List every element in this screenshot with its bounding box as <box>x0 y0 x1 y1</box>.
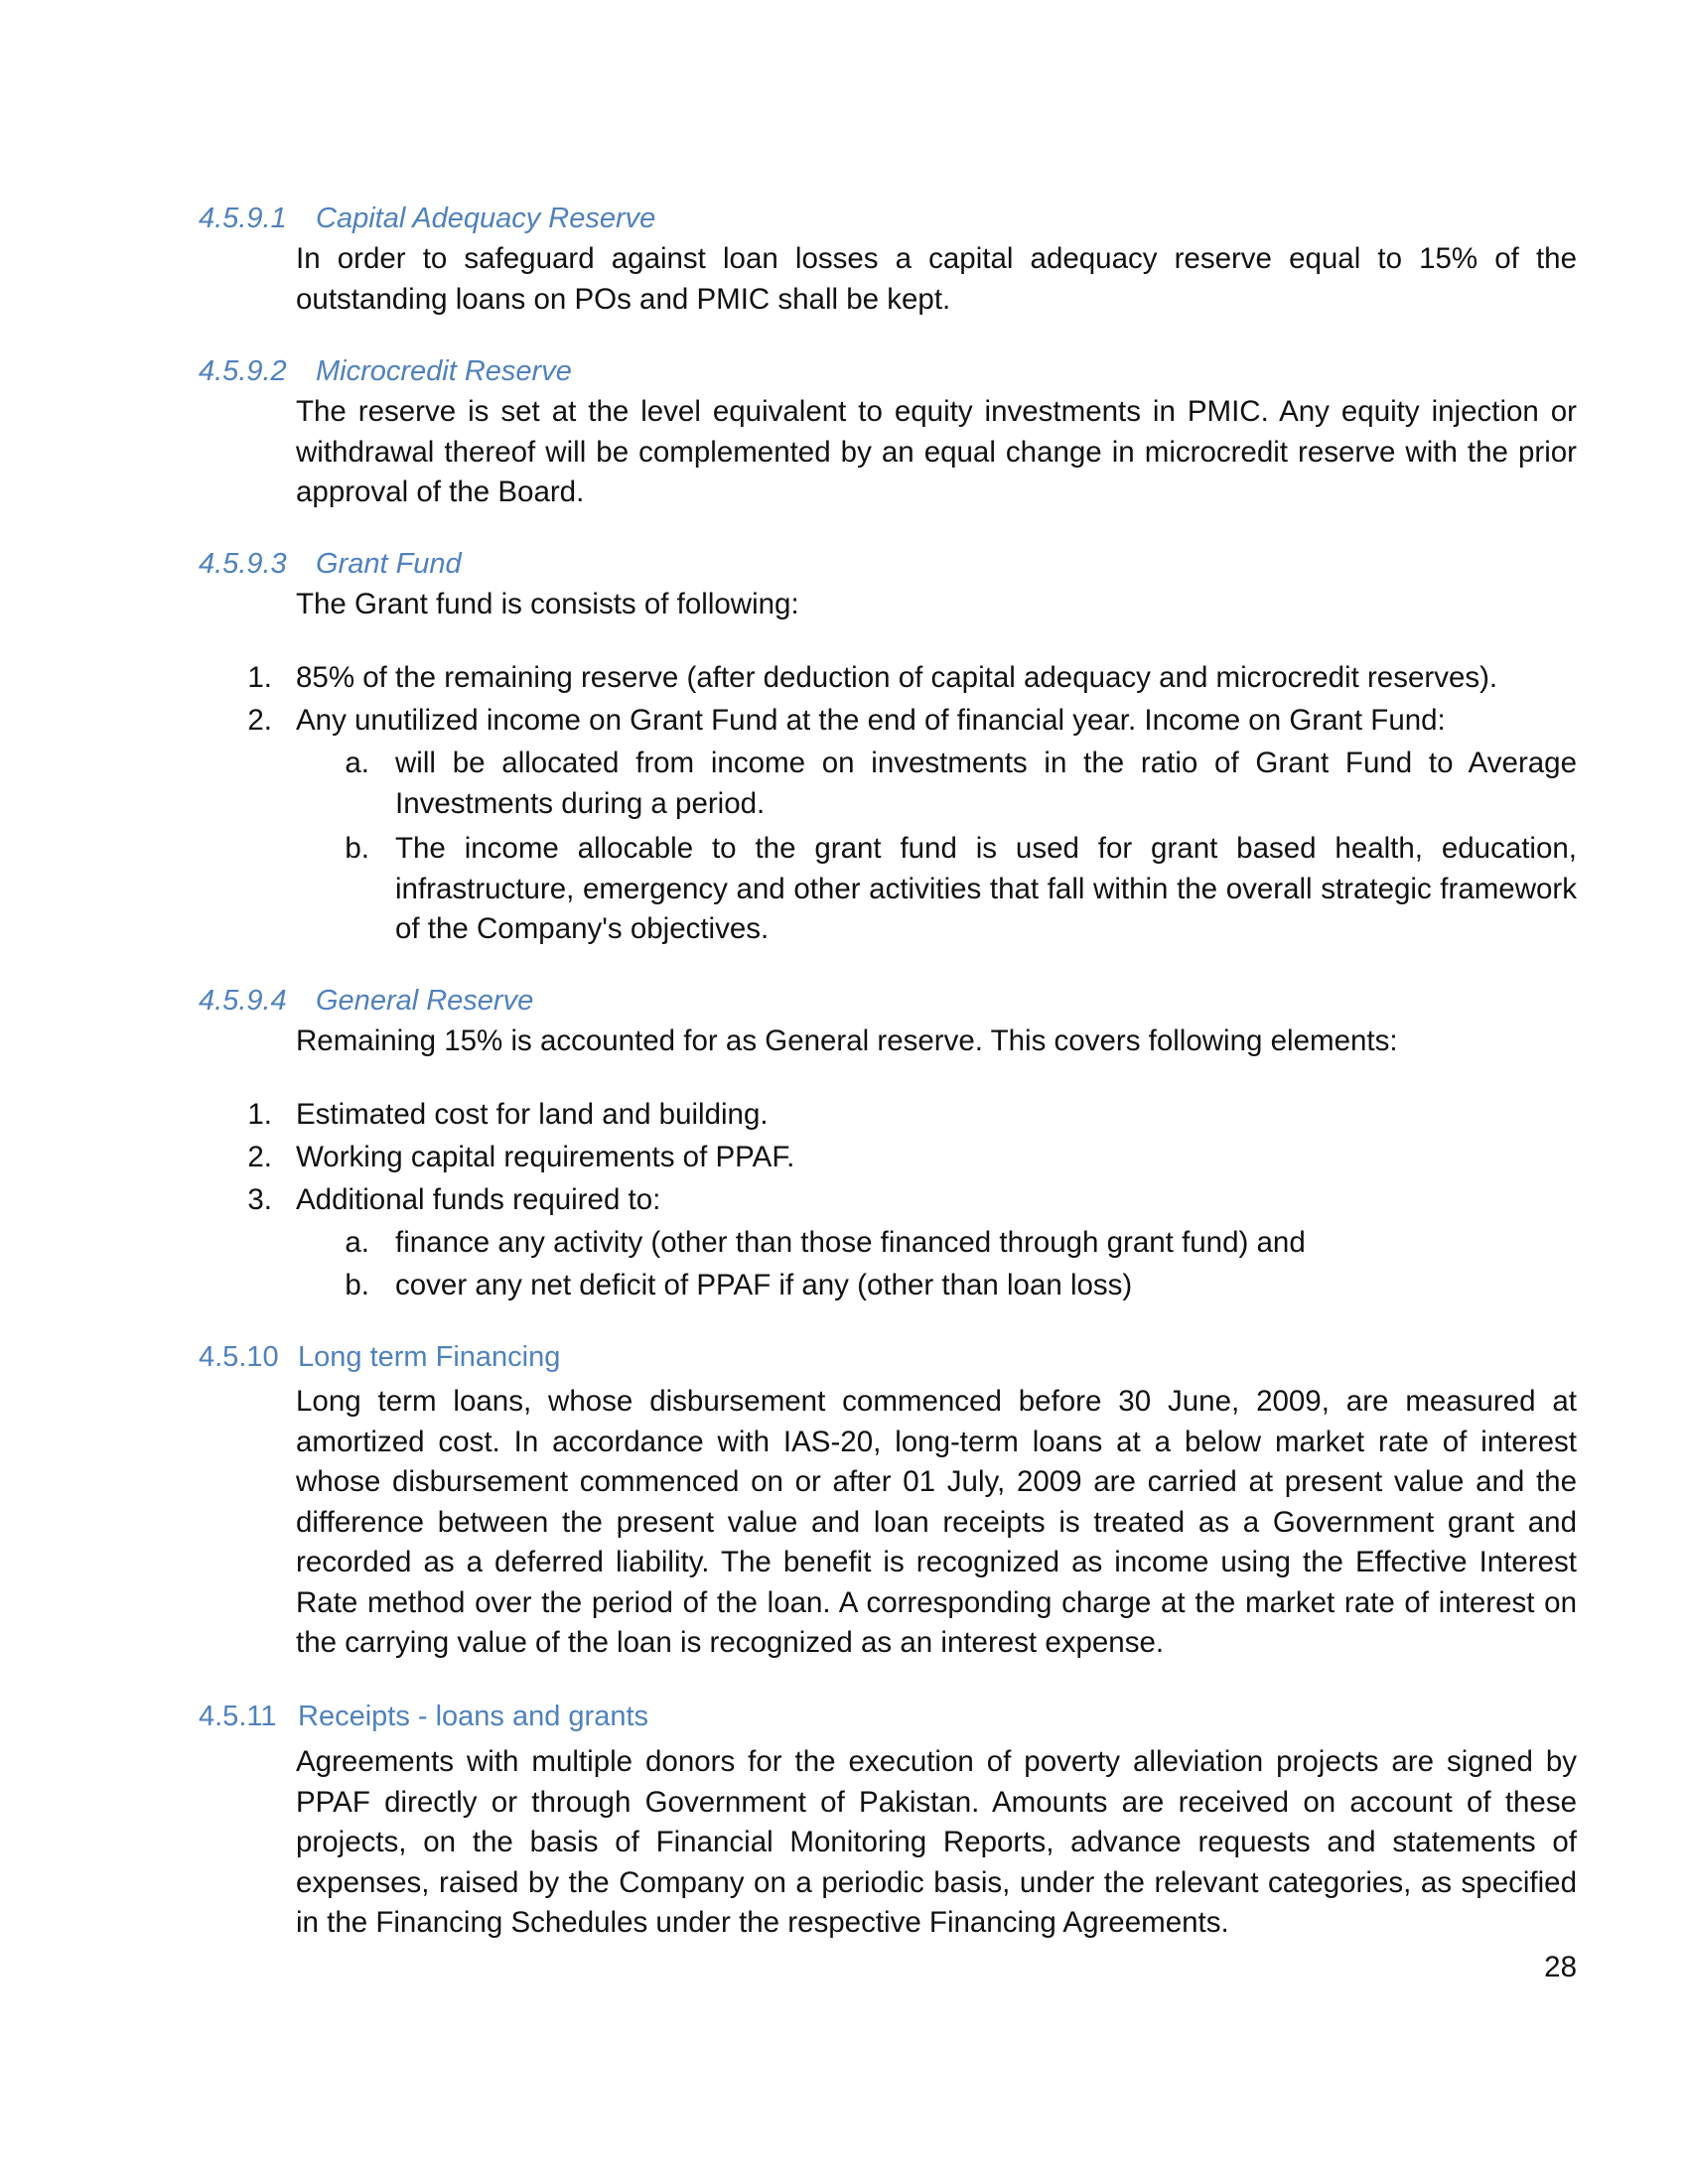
section-title: Long term Financing <box>298 1341 561 1373</box>
section-title: Microcredit Reserve <box>316 355 572 387</box>
section-body-grant-fund: The Grant fund is consists of following: <box>296 588 799 620</box>
section-number: 4.5.9.4 <box>199 985 287 1017</box>
section-body-general-reserve: Remaining 15% is accounted for as General reserve. This covers following elements: <box>296 1024 1398 1057</box>
section-body-receipts-loans-and-grants: Agreements with multiple donors for the execution of poverty alleviation projects are signed by PPAF directly or through Government of Pakistan. Amounts are received on account of these projects, on the basis of Financial Monitoring Reports, advance requests and statements of expenses, raised by the Company on a periodic basis, under the relevant categories, as specified in the Financing Schedules under the respective Financing Agreements. <box>296 1745 1577 1939</box>
list-item-text: will be allocated from income on investments in the ratio of Grant Fund to Average Investments during a period. <box>395 747 1577 820</box>
page-number: 28 <box>1544 1951 1577 1983</box>
section-number: 4.5.10 <box>199 1341 279 1373</box>
list-marker: a. <box>345 1226 369 1259</box>
section-heading-receipts-loans-and-grants <box>199 1697 648 1736</box>
list-marker: 1. <box>247 1098 272 1131</box>
section-number: 4.5.9.2 <box>199 355 287 387</box>
list-item-text: Additional funds required to: <box>296 1183 661 1216</box>
section-body-capital-adequacy-reserve: In order to safeguard against loan losses a capital adequacy reserve equal to 15% of the outstanding loans on POs and PMIC shall be kept. <box>296 242 1577 316</box>
section-heading-general-reserve <box>199 981 533 1021</box>
list-item-text: finance any activity (other than those financed through grant fund) and <box>395 1226 1306 1259</box>
section-body-long-term-financing: Long term loans, whose disbursement commenced before 30 June, 2009, are measured at amortized cost. In accordance with IAS-20, long-term loans at a below market rate of interest whose disbursement commenced on or after 01 July, 2009 are carried at present value and the difference between the present value and loan receipts is treated as a Government grant and recorded as a deferred liability. The benefit is recognized as income using the Effective Interest Rate method over the period of the loan. A corresponding charge at the market rate of interest on the carrying value of the loan is recognized as an interest expense. <box>296 1385 1577 1659</box>
list-item-text: Working capital requirements of PPAF. <box>296 1141 795 1173</box>
list-marker: b. <box>345 1269 369 1301</box>
list-item-text: 85% of the remaining reserve (after deduction of capital adequacy and microcredit reserves). <box>296 661 1498 694</box>
section-number: 4.5.11 <box>199 1701 277 1732</box>
section-title: Grant Fund <box>316 548 462 580</box>
list-marker: 2. <box>247 704 272 737</box>
section-heading-grant-fund <box>199 544 462 584</box>
list-item-text: Any unutilized income on Grant Fund at the end of financial year. Income on Grant Fund: <box>296 704 1446 737</box>
section-number: 4.5.9.3 <box>199 548 287 580</box>
section-body-microcredit-reserve: The reserve is set at the level equivalent to equity investments in PMIC. Any equity injection or withdrawal thereof will be complemented by an equal change in microcredit reserve with the prior approval of the Board. <box>296 395 1577 508</box>
section-heading-capital-adequacy-reserve <box>199 199 655 238</box>
list-marker: 3. <box>247 1183 272 1216</box>
list-marker: 2. <box>247 1141 272 1173</box>
list-marker: a. <box>345 747 369 779</box>
list-marker: 1. <box>247 661 272 694</box>
list-item-text: Estimated cost for land and building. <box>296 1098 769 1131</box>
section-title: Capital Adequacy Reserve <box>316 203 656 234</box>
section-title: Receipts - loans and grants <box>298 1701 649 1732</box>
section-heading-long-term-financing <box>199 1337 560 1377</box>
section-title: General Reserve <box>316 985 534 1017</box>
section-number: 4.5.9.1 <box>199 203 287 234</box>
list-item-text: The income allocable to the grant fund is used for grant based health, education, infrastructure, emergency and other activities that fall within the overall strategic framework of the Company's objectives. <box>395 832 1577 945</box>
list-item-text: cover any net deficit of PPAF if any (other than loan loss) <box>395 1269 1133 1301</box>
section-heading-microcredit-reserve <box>199 351 572 391</box>
list-marker: b. <box>345 832 369 865</box>
